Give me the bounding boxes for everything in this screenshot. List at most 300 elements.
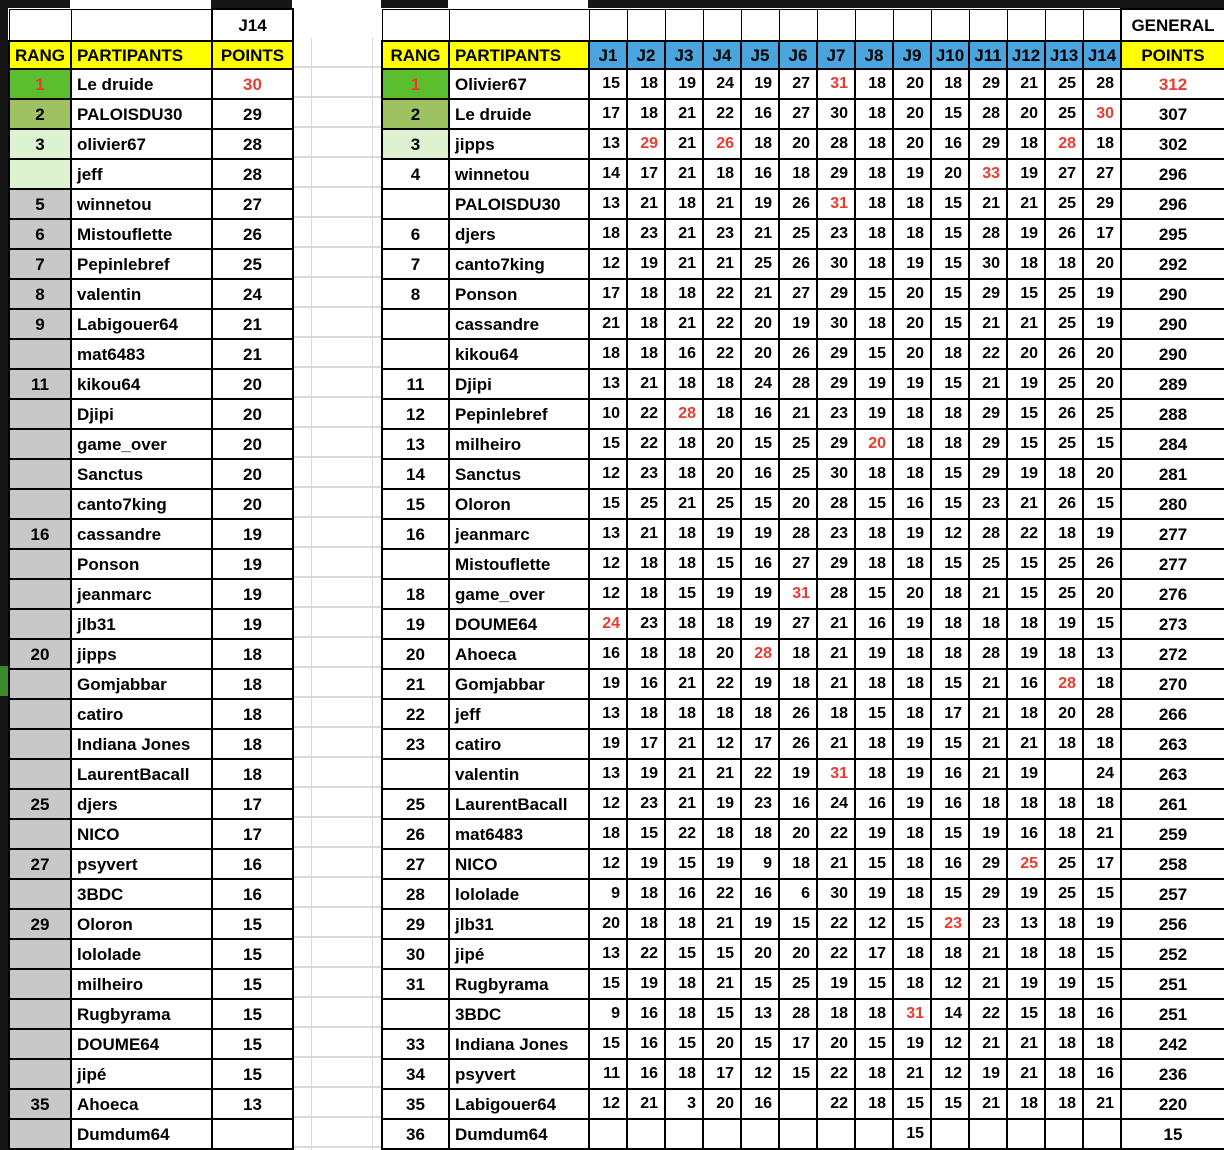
round-score-cell[interactable]: 22 [817,819,855,849]
round-score-cell[interactable]: 17 [1083,849,1121,879]
rank-cell[interactable] [9,1059,71,1089]
round-score-cell[interactable]: 18 [779,639,817,669]
round-score-cell[interactable]: 20 [893,69,931,99]
round-score-cell[interactable]: 18 [855,309,893,339]
round-score-cell[interactable] [817,1119,855,1149]
round-score-cell[interactable]: 15 [931,309,969,339]
rank-cell[interactable] [382,549,449,579]
rank-cell[interactable] [9,459,71,489]
round-score-cell[interactable]: 22 [1007,519,1045,549]
round-score-cell[interactable]: 15 [931,249,969,279]
round-score-cell[interactable]: 19 [779,309,817,339]
round-score-cell[interactable]: 18 [1045,729,1083,759]
rank-cell[interactable]: 3 [382,129,449,159]
participant-cell[interactable]: NICO [449,849,589,879]
round-score-cell[interactable]: 16 [741,1089,779,1119]
round-score-cell[interactable]: 25 [1045,849,1083,879]
round-score-cell[interactable]: 12 [589,849,627,879]
points-cell[interactable]: 20 [212,369,293,399]
round-score-cell[interactable]: 19 [893,369,931,399]
round-score-cell[interactable]: 18 [1007,249,1045,279]
round-score-cell[interactable]: 18 [779,669,817,699]
round-score-cell[interactable]: 18 [855,249,893,279]
round-score-cell[interactable]: 22 [969,339,1007,369]
round-score-cell[interactable]: 16 [1083,1059,1121,1089]
participant-cell[interactable]: jeff [449,699,589,729]
participant-cell[interactable]: jeanmarc [71,579,212,609]
round-score-cell[interactable] [779,1119,817,1149]
round-score-cell[interactable]: 28 [817,489,855,519]
round-score-cell[interactable]: 18 [855,519,893,549]
round-score-cell[interactable]: 15 [931,99,969,129]
round-column-header[interactable]: J9 [893,41,931,69]
round-score-cell[interactable]: 18 [1045,519,1083,549]
round-score-cell[interactable]: 18 [1083,669,1121,699]
round-score-cell[interactable]: 20 [741,339,779,369]
round-score-cell[interactable]: 19 [1083,279,1121,309]
round-score-cell[interactable]: 18 [893,399,931,429]
round-score-cell[interactable]: 18 [931,69,969,99]
rank-cell[interactable] [9,879,71,909]
participant-cell[interactable]: PALOISDU30 [71,99,212,129]
round-score-cell[interactable]: 29 [969,879,1007,909]
general-points-cell[interactable]: 277 [1121,549,1224,579]
round-score-cell[interactable]: 18 [1045,939,1083,969]
rank-cell[interactable]: 9 [9,309,71,339]
round-score-cell[interactable]: 23 [741,789,779,819]
rank-cell[interactable]: 4 [382,159,449,189]
participant-cell[interactable]: Mistouflette [71,219,212,249]
participant-cell[interactable]: Gomjabbar [71,669,212,699]
rank-cell[interactable]: 29 [9,909,71,939]
rank-cell[interactable] [9,579,71,609]
round-score-cell[interactable]: 22 [665,819,703,849]
round-score-cell[interactable]: 19 [627,759,665,789]
rank-cell[interactable]: 8 [9,279,71,309]
round-score-cell[interactable]: 16 [627,1029,665,1059]
round-score-cell[interactable]: 19 [893,159,931,189]
general-points-cell[interactable]: 258 [1121,849,1224,879]
participant-cell[interactable]: mat6483 [449,819,589,849]
round-column-header[interactable]: J11 [969,41,1007,69]
round-score-cell[interactable]: 20 [893,279,931,309]
round-score-cell[interactable]: 19 [741,669,779,699]
round-score-cell[interactable]: 18 [1007,939,1045,969]
rank-cell[interactable]: 11 [382,369,449,399]
round-score-cell[interactable]: 15 [1007,999,1045,1029]
round-score-cell[interactable]: 25 [741,249,779,279]
rank-cell[interactable]: 13 [382,429,449,459]
round-score-cell[interactable]: 20 [779,939,817,969]
round-score-cell[interactable]: 15 [1083,429,1121,459]
round-score-cell[interactable]: 15 [589,69,627,99]
round-score-cell[interactable]: 18 [1045,789,1083,819]
participant-cell[interactable]: winnetou [71,189,212,219]
points-cell[interactable]: 17 [212,789,293,819]
round-score-cell[interactable]: 21 [741,219,779,249]
participant-cell[interactable]: Labigouer64 [449,1089,589,1119]
round-score-cell[interactable]: 15 [589,429,627,459]
round-score-cell[interactable]: 18 [893,459,931,489]
round-score-cell[interactable]: 28 [1045,669,1083,699]
participant-cell[interactable]: kikou64 [71,369,212,399]
round-score-cell[interactable]: 15 [931,729,969,759]
rank-cell[interactable]: 14 [382,459,449,489]
empty-cell[interactable] [703,9,741,41]
round-score-cell[interactable] [1045,1119,1083,1149]
round-score-cell[interactable]: 15 [741,489,779,519]
rank-cell[interactable]: 12 [382,399,449,429]
participant-cell[interactable]: valentin [449,759,589,789]
round-score-cell[interactable]: 20 [1083,339,1121,369]
round-score-cell[interactable]: 18 [627,309,665,339]
participant-cell[interactable]: milheiro [71,969,212,999]
round-score-cell[interactable]: 21 [969,969,1007,999]
round-score-cell[interactable]: 9 [741,849,779,879]
round-score-cell[interactable]: 18 [1007,609,1045,639]
round-score-cell[interactable]: 13 [589,939,627,969]
round-score-cell[interactable]: 21 [817,639,855,669]
round-score-cell[interactable]: 26 [1045,489,1083,519]
general-points-cell[interactable]: 281 [1121,459,1224,489]
round-score-cell[interactable]: 19 [855,399,893,429]
round-score-cell[interactable]: 15 [741,1029,779,1059]
round-score-cell[interactable]: 16 [855,789,893,819]
round-score-cell[interactable]: 18 [1007,789,1045,819]
round-score-cell[interactable]: 28 [779,999,817,1029]
round-score-cell[interactable]: 15 [931,489,969,519]
round-score-cell[interactable]: 23 [931,909,969,939]
round-score-cell[interactable]: 18 [931,339,969,369]
rank-cell[interactable]: 16 [9,519,71,549]
round-score-cell[interactable]: 18 [665,699,703,729]
general-points-cell[interactable]: 280 [1121,489,1224,519]
rank-cell[interactable]: 27 [382,849,449,879]
round-score-cell[interactable]: 15 [855,969,893,999]
round-score-cell[interactable]: 20 [893,339,931,369]
round-score-cell[interactable]: 21 [703,759,741,789]
round-score-cell[interactable]: 15 [893,1119,931,1149]
round-score-cell[interactable]: 15 [1083,939,1121,969]
round-score-cell[interactable]: 29 [1083,189,1121,219]
round-score-cell[interactable]: 17 [627,729,665,759]
points-cell[interactable]: 18 [212,729,293,759]
participant-cell[interactable]: jlb31 [449,909,589,939]
participant-cell[interactable]: Rugbyrama [71,999,212,1029]
round-score-cell[interactable]: 20 [1083,579,1121,609]
participant-cell[interactable]: jipé [449,939,589,969]
general-points-cell[interactable]: 288 [1121,399,1224,429]
round-score-cell[interactable]: 21 [969,669,1007,699]
round-score-cell[interactable]: 18 [855,999,893,1029]
empty-cell[interactable] [1007,9,1045,41]
rank-cell[interactable] [382,189,449,219]
round-score-cell[interactable]: 16 [1007,669,1045,699]
round-score-cell[interactable]: 28 [817,579,855,609]
general-points-cell[interactable]: 15 [1121,1119,1224,1149]
round-score-cell[interactable]: 18 [703,609,741,639]
points-cell[interactable]: 25 [212,249,293,279]
empty-cell[interactable] [779,9,817,41]
round-score-cell[interactable]: 31 [817,759,855,789]
round-score-cell[interactable] [1045,759,1083,789]
round-column-header[interactable]: J14 [1083,41,1121,69]
rank-cell[interactable] [382,309,449,339]
round-score-cell[interactable]: 15 [931,1089,969,1119]
round-score-cell[interactable]: 29 [817,279,855,309]
round-score-cell[interactable]: 23 [817,399,855,429]
rank-cell[interactable]: 20 [382,639,449,669]
points-cell[interactable]: 19 [212,519,293,549]
rank-cell[interactable]: 36 [382,1119,449,1149]
round-score-cell[interactable]: 14 [589,159,627,189]
rank-cell[interactable]: 26 [382,819,449,849]
round-column-header[interactable]: J12 [1007,41,1045,69]
round-score-cell[interactable]: 25 [1007,849,1045,879]
round-score-cell[interactable]: 21 [969,189,1007,219]
round-score-cell[interactable]: 19 [1083,909,1121,939]
participant-cell[interactable]: Le druide [71,69,212,99]
participant-cell[interactable]: Olivier67 [449,69,589,99]
general-points-cell[interactable]: 251 [1121,999,1224,1029]
round-score-cell[interactable]: 22 [703,339,741,369]
round-score-cell[interactable]: 15 [931,879,969,909]
participant-cell[interactable]: catiro [71,699,212,729]
round-score-cell[interactable]: 12 [589,549,627,579]
round-score-cell[interactable]: 22 [703,99,741,129]
round-score-cell[interactable]: 23 [627,459,665,489]
round-score-cell[interactable]: 18 [855,459,893,489]
round-score-cell[interactable]: 17 [855,939,893,969]
round-column-header[interactable]: J5 [741,41,779,69]
round-score-cell[interactable]: 24 [817,789,855,819]
round-score-cell[interactable]: 21 [1007,729,1045,759]
rank-cell[interactable] [9,759,71,789]
round-score-cell[interactable]: 20 [893,99,931,129]
round-score-cell[interactable]: 19 [741,579,779,609]
round-score-cell[interactable]: 18 [1083,129,1121,159]
rank-cell[interactable] [9,999,71,1029]
rank-cell[interactable]: 20 [9,639,71,669]
round-score-cell[interactable]: 21 [817,729,855,759]
participant-cell[interactable]: jeff [71,159,212,189]
round-score-cell[interactable]: 17 [589,279,627,309]
round-score-cell[interactable]: 29 [817,159,855,189]
round-score-cell[interactable]: 18 [1045,249,1083,279]
round-score-cell[interactable]: 18 [855,189,893,219]
points-cell[interactable]: 15 [212,999,293,1029]
round-score-cell[interactable]: 19 [589,729,627,759]
round-score-cell[interactable]: 19 [893,789,931,819]
round-column-header[interactable]: J10 [931,41,969,69]
round-score-cell[interactable]: 16 [589,639,627,669]
round-score-cell[interactable]: 18 [1045,819,1083,849]
round-column-header[interactable]: J1 [589,41,627,69]
rank-cell[interactable] [9,429,71,459]
round-score-cell[interactable]: 18 [703,159,741,189]
round-score-cell[interactable]: 31 [817,189,855,219]
general-points-cell[interactable]: 252 [1121,939,1224,969]
rank-cell[interactable] [9,339,71,369]
round-score-cell[interactable]: 18 [627,879,665,909]
round-score-cell[interactable]: 20 [1083,459,1121,489]
participant-cell[interactable]: Dumdum64 [449,1119,589,1149]
points-column-header[interactable]: POINTS [1121,41,1224,69]
rank-cell[interactable]: 35 [9,1089,71,1119]
participant-cell[interactable]: Dumdum64 [71,1119,212,1149]
rank-cell[interactable]: 1 [382,69,449,99]
round-score-cell[interactable]: 21 [627,369,665,399]
round-score-cell[interactable]: 29 [969,849,1007,879]
round-score-cell[interactable]: 15 [931,369,969,399]
round-score-cell[interactable]: 26 [1045,399,1083,429]
general-points-cell[interactable]: 296 [1121,189,1224,219]
round-score-cell[interactable]: 18 [893,819,931,849]
round-score-cell[interactable]: 17 [703,1059,741,1089]
participant-cell[interactable]: 3BDC [71,879,212,909]
general-points-cell[interactable]: 290 [1121,339,1224,369]
round-score-cell[interactable]: 21 [969,1029,1007,1059]
round-score-cell[interactable]: 10 [589,399,627,429]
round-score-cell[interactable]: 21 [665,219,703,249]
round-score-cell[interactable]: 13 [589,189,627,219]
rank-cell[interactable]: 15 [382,489,449,519]
round-score-cell[interactable]: 18 [779,849,817,879]
round-score-cell[interactable]: 14 [931,999,969,1029]
round-score-cell[interactable]: 25 [779,969,817,999]
round-score-cell[interactable]: 20 [779,129,817,159]
round-score-cell[interactable]: 21 [703,909,741,939]
participant-cell[interactable]: Rugbyrama [449,969,589,999]
round-score-cell[interactable]: 18 [893,969,931,999]
round-score-cell[interactable]: 21 [969,729,1007,759]
participant-cell[interactable]: kikou64 [449,339,589,369]
round-score-cell[interactable]: 12 [931,1059,969,1089]
participant-cell[interactable]: lololade [71,939,212,969]
round-score-cell[interactable]: 19 [969,819,1007,849]
round-score-cell[interactable]: 22 [703,279,741,309]
round-score-cell[interactable]: 16 [741,99,779,129]
round-score-cell[interactable]: 18 [855,1089,893,1119]
round-score-cell[interactable]: 22 [627,429,665,459]
round-score-cell[interactable]: 19 [1045,969,1083,999]
round-score-cell[interactable]: 20 [589,909,627,939]
round-score-cell[interactable]: 23 [817,519,855,549]
round-score-cell[interactable]: 15 [1083,489,1121,519]
participant-cell[interactable]: Ponson [71,549,212,579]
round-score-cell[interactable]: 12 [589,249,627,279]
round-score-cell[interactable] [855,1119,893,1149]
round-score-cell[interactable]: 23 [817,219,855,249]
round-score-cell[interactable]: 20 [779,819,817,849]
round-score-cell[interactable]: 17 [589,99,627,129]
round-score-cell[interactable]: 20 [703,1029,741,1059]
round-score-cell[interactable]: 12 [931,969,969,999]
round-score-cell[interactable]: 21 [817,669,855,699]
general-points-cell[interactable]: 272 [1121,639,1224,669]
general-points-cell[interactable]: 276 [1121,579,1224,609]
general-points-cell[interactable]: 270 [1121,669,1224,699]
round-score-cell[interactable]: 21 [703,969,741,999]
round-score-cell[interactable]: 16 [627,1059,665,1089]
round-score-cell[interactable]: 15 [931,459,969,489]
round-score-cell[interactable]: 19 [741,909,779,939]
round-score-cell[interactable]: 21 [1083,1089,1121,1119]
round-score-cell[interactable]: 18 [893,939,931,969]
round-score-cell[interactable]: 24 [703,69,741,99]
round-score-cell[interactable]: 16 [741,549,779,579]
round-column-header[interactable]: J4 [703,41,741,69]
round-score-cell[interactable]: 33 [969,159,1007,189]
round-score-cell[interactable]: 15 [703,549,741,579]
round-score-cell[interactable]: 15 [893,1089,931,1119]
general-points-cell[interactable]: 289 [1121,369,1224,399]
round-score-cell[interactable]: 18 [931,939,969,969]
points-cell[interactable]: 18 [212,639,293,669]
round-score-cell[interactable]: 31 [817,69,855,99]
rank-cell[interactable]: 33 [382,1029,449,1059]
participant-cell[interactable]: Ahoeca [449,639,589,669]
round-score-cell[interactable]: 25 [1045,579,1083,609]
round-score-cell[interactable]: 18 [1045,1089,1083,1119]
round-score-cell[interactable]: 18 [665,459,703,489]
round-score-cell[interactable]: 18 [665,519,703,549]
round-score-cell[interactable]: 16 [741,459,779,489]
round-score-cell[interactable]: 15 [855,849,893,879]
participant-cell[interactable]: Oloron [71,909,212,939]
round-score-cell[interactable]: 25 [1083,399,1121,429]
round-score-cell[interactable]: 18 [855,99,893,129]
round-score-cell[interactable]: 25 [779,459,817,489]
empty-cell[interactable] [893,9,931,41]
round-score-cell[interactable] [627,1119,665,1149]
round-score-cell[interactable]: 21 [703,249,741,279]
rank-cell[interactable] [9,1029,71,1059]
round-score-cell[interactable]: 21 [1007,189,1045,219]
rank-cell[interactable] [9,1119,71,1149]
round-score-cell[interactable]: 19 [627,969,665,999]
round-score-cell[interactable] [969,1119,1007,1149]
points-cell[interactable] [212,1119,293,1149]
round-score-cell[interactable]: 19 [893,249,931,279]
round-score-cell[interactable]: 12 [589,579,627,609]
round-score-cell[interactable]: 18 [627,639,665,669]
empty-cell[interactable] [665,9,703,41]
round-score-cell[interactable]: 21 [741,279,779,309]
participant-cell[interactable]: catiro [449,729,589,759]
round-score-cell[interactable]: 18 [855,549,893,579]
empty-cell[interactable] [627,9,665,41]
round-score-cell[interactable]: 18 [855,219,893,249]
empty-cell[interactable] [855,9,893,41]
rank-cell[interactable] [9,609,71,639]
round-score-cell[interactable]: 15 [1007,549,1045,579]
round-score-cell[interactable]: 18 [703,399,741,429]
round-score-cell[interactable] [665,1119,703,1149]
rank-cell[interactable]: 21 [382,669,449,699]
participant-cell[interactable]: djers [449,219,589,249]
round-score-cell[interactable]: 18 [1083,729,1121,759]
round-score-cell[interactable]: 16 [741,159,779,189]
empty-cell[interactable] [589,9,627,41]
round-score-cell[interactable]: 12 [741,1059,779,1089]
round-score-cell[interactable]: 27 [779,549,817,579]
participant-cell[interactable]: jipps [449,129,589,159]
round-score-cell[interactable]: 26 [1045,339,1083,369]
round-score-cell[interactable]: 21 [893,1059,931,1089]
round-column-header[interactable]: J7 [817,41,855,69]
empty-cell[interactable] [1083,9,1121,41]
